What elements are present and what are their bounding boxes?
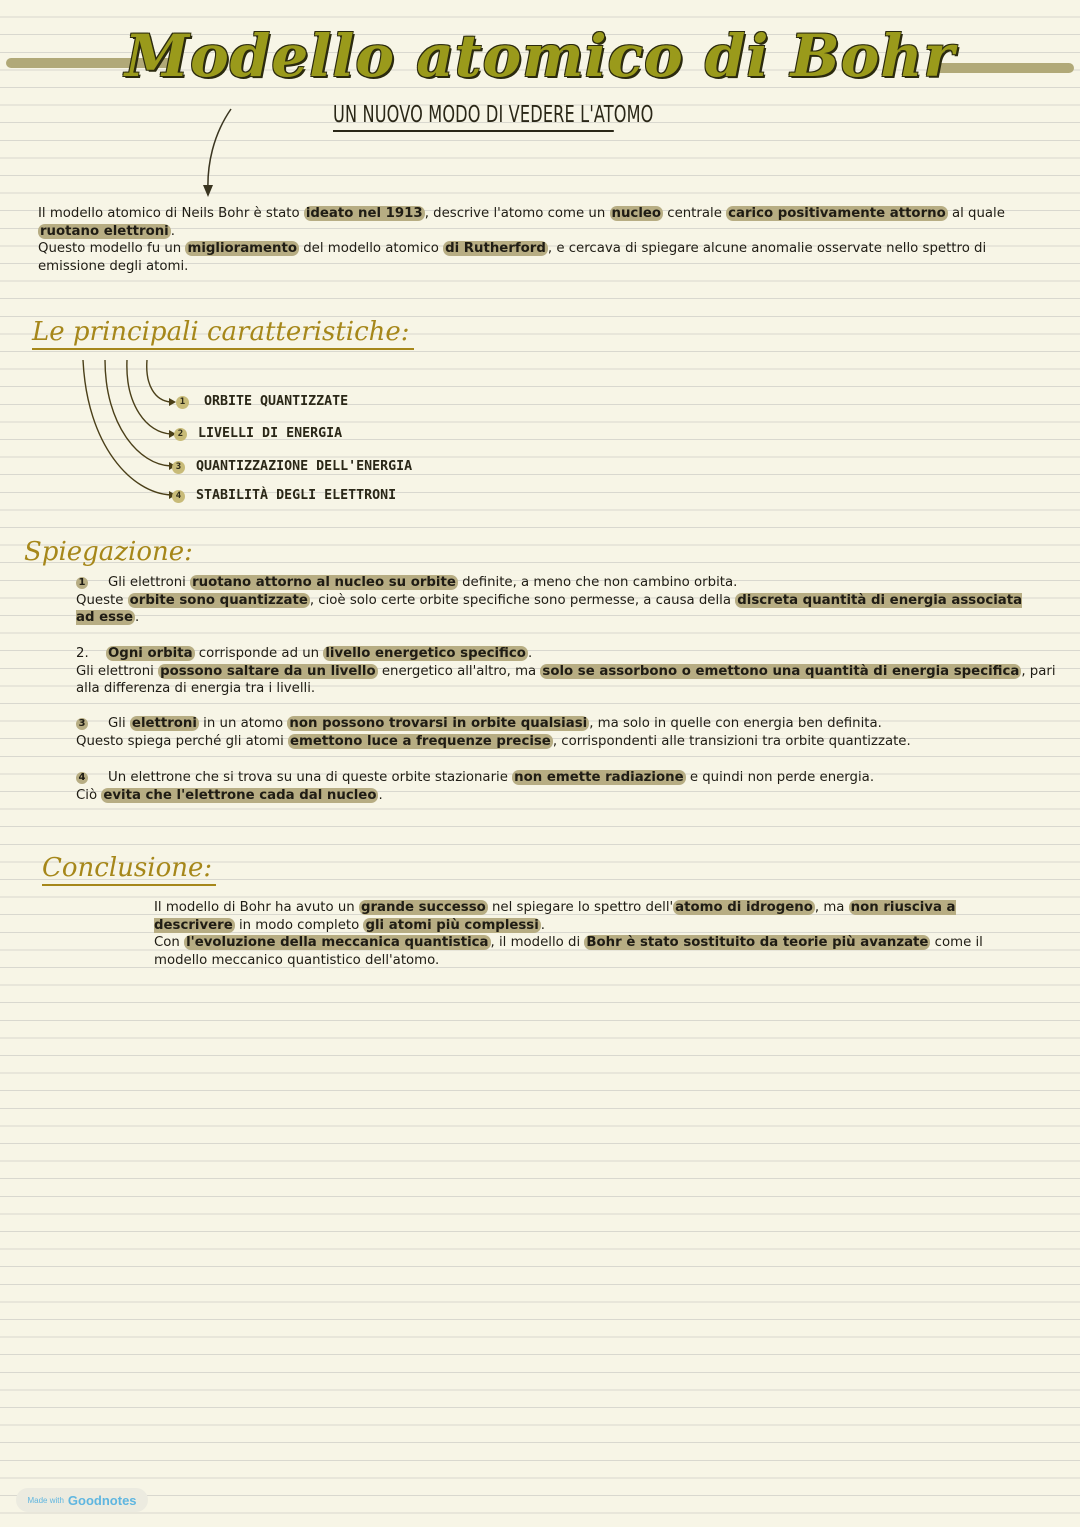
text-run: . [170, 223, 175, 239]
text-run: . [527, 646, 533, 661]
intro-line-1 [38, 205, 1038, 240]
highlighted-text: ideato nel 1913 [305, 206, 423, 221]
text-run: centrale [663, 206, 727, 221]
text-run: , cioè solo certe orbite specifiche sono permesse, a causa della [309, 592, 736, 608]
highlighted-text: carico positivamente attorno [728, 206, 946, 221]
feature-label: ORBITE QUANTIZZATE [204, 394, 349, 409]
intro-line-2 [38, 240, 1038, 275]
arrow-down-icon [195, 105, 245, 200]
intro-paragraph [38, 205, 1038, 275]
feature-number-badge: 3 [172, 461, 185, 474]
text-run: , ma solo in quelle con energia ben definita. [589, 716, 882, 731]
explanation-number: 2. [76, 646, 89, 661]
feature-label: QUANTIZZAZIONE DELL'ENERGIA [196, 459, 413, 474]
feature-number-badge: 4 [172, 490, 185, 503]
text-run: , ma [814, 900, 849, 915]
text-run: , e cercava di spiegare alcune anomalie osservate nello spettro di emissione degli atomi. [38, 241, 987, 274]
highlighted-text: ruotano elettroni [40, 223, 169, 239]
page-subtitle: UN NUOVO MODO DI VEDERE L'ATOMO [333, 100, 614, 132]
explanation-number: 1 [76, 577, 88, 589]
highlighted-text: di Rutherford [445, 241, 546, 257]
highlighted-text: l'evoluzione della meccanica quantistica [186, 935, 489, 951]
text-run: Ciò [76, 787, 102, 803]
highlighted-text: Bohr è stato sostituito da teorie più avanzate [586, 935, 929, 951]
feature-item-1 [176, 393, 348, 411]
highlighted-text: atomo di idrogeno [675, 900, 813, 915]
explanation-number: 3 [76, 718, 88, 730]
highlighted-text: elettroni [131, 716, 197, 731]
text-run: Questo spiega perché gli atomi [76, 733, 289, 749]
highlighted-text: grande successo [360, 900, 486, 915]
highlighted-text: emettono luce a frequenze precise [290, 733, 551, 749]
text-run: come il modello meccanico quantistico dell'atomo. [154, 935, 983, 968]
text-run: del modello atomico [299, 241, 444, 257]
text-run: in un atomo [198, 716, 288, 731]
text-run: Il modello atomico di Neils Bohr è stato [38, 206, 304, 221]
text-run: , descrive l'atomo come un [424, 206, 610, 221]
highlighted-text: non emette radiazione [514, 770, 684, 785]
goodnotes-badge[interactable] [16, 1488, 148, 1512]
explanation-item-2 [76, 645, 1066, 698]
highlighted-text: ruotano attorno al nucleo su orbite [192, 575, 456, 590]
feature-item-2 [174, 425, 342, 443]
highlighted-text: evita che l'elettrone cada dal nucleo [103, 787, 377, 803]
highlighted-text: miglioramento [187, 241, 298, 257]
text-run: Queste [76, 592, 128, 608]
highlighted-text: gli atomi più complessi [365, 917, 539, 933]
conclusion-heading: Conclusione: [42, 852, 216, 886]
feature-item-4 [172, 487, 396, 505]
text-run: energetico all'altro, ma [377, 663, 541, 679]
text-run: definite, a meno che non cambino orbita. [457, 575, 738, 590]
highlighted-text: non riusciva a descrivere [154, 900, 956, 933]
text-run: Gli [108, 716, 130, 731]
text-run: in modo completo [234, 917, 364, 933]
text-run: Un elettrone che si trova su una di queste orbite stazionarie [108, 770, 513, 785]
explanation-number: 4 [76, 772, 88, 784]
text-run: . [135, 610, 140, 626]
feature-number-badge: 2 [174, 428, 187, 441]
features-connector-lines [75, 355, 185, 505]
text-run: corrisponde ad un [194, 646, 324, 661]
feature-label: STABILITÀ DEGLI ELETTRONI [196, 488, 397, 503]
explanation-item-3 [76, 715, 1056, 750]
highlighted-text: Ogni orbita [108, 646, 193, 661]
text-run: Gli elettroni [108, 575, 191, 590]
highlighted-text: orbite sono quantizzate [129, 592, 308, 608]
highlighted-text: possono saltare da un livello [160, 663, 376, 679]
text-run: . [378, 787, 383, 803]
text-run: nel spiegare lo spettro dell' [487, 900, 674, 915]
page-title: Modello atomico di Bohr [124, 22, 956, 90]
feature-label: LIVELLI DI ENERGIA [198, 426, 343, 441]
text-run: Con [154, 935, 185, 951]
text-run: , corrispondenti alle transizioni tra orbite quantizzate. [552, 733, 911, 749]
highlighted-text: discreta quantità di energia associata ad esse [76, 592, 1023, 626]
text-run: Il modello di Bohr ha avuto un [154, 900, 359, 915]
text-run: . [540, 917, 546, 933]
text-run: Questo modello fu un [38, 241, 186, 257]
explanation-item-1 [76, 574, 1036, 627]
highlighted-text: livello energetico specifico [325, 646, 526, 661]
text-run: Gli elettroni [76, 663, 159, 679]
made-with-label: Made with [27, 1495, 64, 1505]
explanation-heading: Spiegazione: [24, 537, 193, 567]
explanation-item-4 [76, 769, 1036, 804]
goodnotes-brand: Goodnotes [67, 1492, 137, 1508]
text-run: , pari alla differenza di energia tra i livelli. [76, 663, 1056, 697]
text-run: al quale [947, 206, 1005, 221]
conclusion-paragraph [154, 899, 994, 969]
feature-item-3 [172, 458, 412, 476]
highlighted-text: solo se assorbono o emettono una quantità di energia specifica [542, 663, 1020, 679]
highlighted-text: nucleo [611, 206, 662, 221]
text-run: e quindi non perde energia. [685, 770, 875, 785]
text-run: , il modello di [490, 935, 585, 951]
feature-number-badge: 1 [176, 396, 189, 409]
highlighted-text: non possono trovarsi in orbite qualsiasi [289, 716, 588, 731]
features-heading: Le principali caratteristiche: [32, 316, 414, 350]
